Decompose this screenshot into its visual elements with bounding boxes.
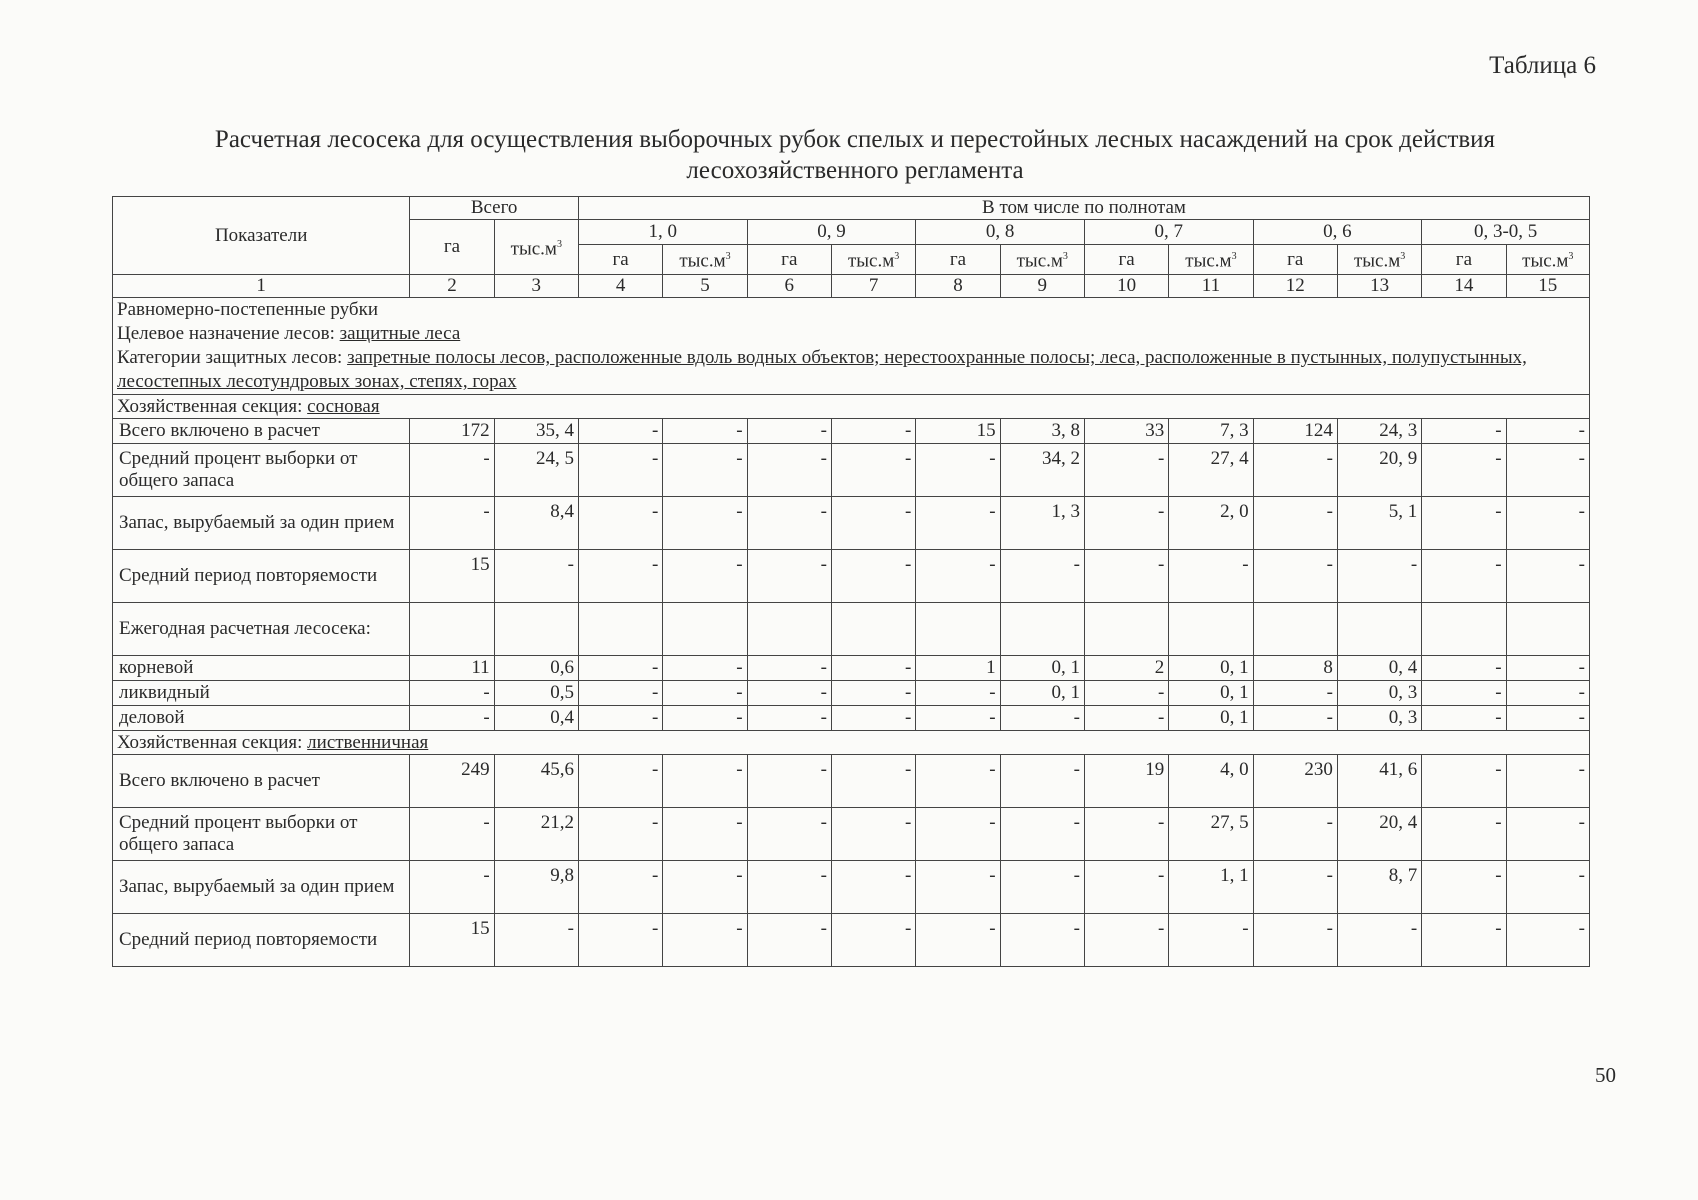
table-cell: - [578, 861, 662, 914]
header-by-density: В том числе по полнотам [578, 197, 1589, 220]
table-row [113, 603, 1590, 656]
table-cell: 7, 3 [1169, 419, 1253, 444]
table-cell: - [831, 808, 915, 861]
table-number-label: Таблица 6 [1489, 52, 1596, 79]
table-cell: - [831, 550, 915, 603]
table-cell [916, 603, 1000, 656]
table-cell: - [1000, 808, 1084, 861]
table-cell: - [747, 808, 831, 861]
table-cell: 11 [410, 656, 494, 681]
table-cell: - [916, 706, 1000, 731]
table-cell: - [578, 681, 662, 706]
table-cell: 0, 3 [1337, 706, 1421, 731]
table-cell: - [578, 755, 662, 808]
table-cell: 0, 1 [1000, 681, 1084, 706]
table-cell: - [1506, 808, 1589, 861]
table-cell: 0, 1 [1169, 681, 1253, 706]
row-label: деловой [113, 706, 410, 731]
table-cell: - [831, 444, 915, 497]
table-cell: - [663, 656, 747, 681]
table-cell: - [1253, 497, 1337, 550]
table-cell [747, 603, 831, 656]
header-density: 0, 6 [1253, 220, 1422, 245]
table-cell: 9,8 [494, 861, 578, 914]
table-cell: 35, 4 [494, 419, 578, 444]
row-label: Ежегодная расчетная лесосека: [113, 603, 410, 656]
column-number: 8 [916, 275, 1000, 298]
table-cell: - [494, 914, 578, 967]
header-unit-ha: га [1084, 245, 1168, 275]
table-cell: - [1253, 808, 1337, 861]
table-cell: - [1422, 808, 1506, 861]
table-cell: - [916, 550, 1000, 603]
header-unit-m3: $тыс.м^3$ [831, 245, 915, 275]
table-cell: - [1506, 681, 1589, 706]
table-cell: - [663, 706, 747, 731]
table-cell: - [1084, 444, 1168, 497]
table-cell: 34, 2 [1000, 444, 1084, 497]
header-unit-ha: га [916, 245, 1000, 275]
column-number: 1 [113, 275, 410, 298]
table-cell: - [663, 681, 747, 706]
table-cell: - [1422, 444, 1506, 497]
forest-purpose: Целевое назначение лесов: защитные леса [117, 323, 461, 344]
table-cell: 27, 5 [1169, 808, 1253, 861]
table-cell: 1, 1 [1169, 861, 1253, 914]
table-cell: - [1084, 808, 1168, 861]
table-cell [1169, 603, 1253, 656]
table-cell: 5, 1 [1337, 497, 1421, 550]
table-cell: - [831, 497, 915, 550]
table-cell: - [1506, 914, 1589, 967]
column-number-row [113, 275, 1590, 298]
row-label: Средний период повторяемости [113, 914, 410, 967]
header-density: 0, 8 [916, 220, 1085, 245]
column-number: 14 [1422, 275, 1506, 298]
table-cell: 0, 1 [1169, 706, 1253, 731]
table-cell: - [1506, 444, 1589, 497]
column-number: 11 [1169, 275, 1253, 298]
table-cell: - [1506, 419, 1589, 444]
table-cell: - [410, 706, 494, 731]
table-cell [494, 603, 578, 656]
table-cell: - [1422, 419, 1506, 444]
row-label: Всего включено в расчет [113, 419, 410, 444]
table-cell: 21,2 [494, 808, 578, 861]
table-cell: 0, 3 [1337, 681, 1421, 706]
column-number: 12 [1253, 275, 1337, 298]
table-cell: 0,4 [494, 706, 578, 731]
table-cell: 33 [1084, 419, 1168, 444]
table-cell: - [747, 444, 831, 497]
table-cell: - [663, 497, 747, 550]
column-number: 2 [410, 275, 494, 298]
row-label: Средний период повторяемости [113, 550, 410, 603]
table-cell: 0,5 [494, 681, 578, 706]
column-number: 5 [663, 275, 747, 298]
table-cell: 8 [1253, 656, 1337, 681]
table-cell [1422, 603, 1506, 656]
table-cell: 15 [410, 550, 494, 603]
table-cell [1253, 603, 1337, 656]
table-cell: 15 [410, 914, 494, 967]
header-total-m3: $тыс.м^3$ [494, 220, 578, 275]
table-cell: - [494, 550, 578, 603]
table-cell: - [747, 550, 831, 603]
table-cell: - [1084, 861, 1168, 914]
section-header: Хозяйственная секция: лиственничная [113, 731, 1590, 755]
column-number: 6 [747, 275, 831, 298]
table-cell: - [410, 681, 494, 706]
table-cell: - [916, 444, 1000, 497]
row-label: Средний процент выборки от общего запаса [113, 444, 410, 497]
table-cell: 24, 3 [1337, 419, 1421, 444]
table-cell: - [1169, 550, 1253, 603]
table-cell: - [916, 755, 1000, 808]
table-cell: - [747, 755, 831, 808]
table-cell: 19 [1084, 755, 1168, 808]
table-cell: - [663, 550, 747, 603]
table-cell: 230 [1253, 755, 1337, 808]
table-cell: - [578, 550, 662, 603]
table-row [113, 656, 1590, 681]
table-body [113, 298, 1590, 967]
cutting-area-table [112, 196, 1590, 967]
table-row [113, 808, 1590, 861]
table-cell: 0, 4 [1337, 656, 1421, 681]
table-cell: 249 [410, 755, 494, 808]
table-cell: - [663, 808, 747, 861]
column-number: 7 [831, 275, 915, 298]
page-number: 50 [1595, 1063, 1616, 1087]
header-unit-m3: $тыс.м^3$ [1000, 245, 1084, 275]
table-cell: 4, 0 [1169, 755, 1253, 808]
table-cell: - [1084, 914, 1168, 967]
table-cell: - [663, 444, 747, 497]
table-cell: - [410, 497, 494, 550]
table-cell: - [916, 681, 1000, 706]
table-cell: - [1422, 497, 1506, 550]
table-cell: - [1506, 706, 1589, 731]
table-cell: 0, 1 [1169, 656, 1253, 681]
table-cell: 1, 3 [1000, 497, 1084, 550]
table-cell: - [747, 681, 831, 706]
table-cell: - [831, 706, 915, 731]
table-cell: 3, 8 [1000, 419, 1084, 444]
header-unit-m3: $тыс.м^3$ [1337, 245, 1421, 275]
table-cell [1506, 603, 1589, 656]
intro-block [113, 298, 1590, 395]
table-cell: - [831, 914, 915, 967]
table-cell: - [578, 808, 662, 861]
intro-cell [113, 298, 1590, 395]
table-cell: - [663, 861, 747, 914]
table-cell: - [831, 861, 915, 914]
header-unit-m3: $тыс.м^3$ [663, 245, 747, 275]
table-cell: - [831, 755, 915, 808]
row-label: ликвидный [113, 681, 410, 706]
table-cell: - [1000, 861, 1084, 914]
table-cell: - [1422, 914, 1506, 967]
table-cell: - [578, 419, 662, 444]
document-title: Расчетная лесосека для осуществления выборочных рубок спелых и перестойных лесных насаждений на срок действия лесохозяйственного регламента [214, 126, 1496, 184]
table-cell: - [410, 444, 494, 497]
table-cell [663, 603, 747, 656]
table-cell: 172 [410, 419, 494, 444]
table-row [113, 755, 1590, 808]
table-cell: 45,6 [494, 755, 578, 808]
table-cell: - [1253, 706, 1337, 731]
row-label: Запас, вырубаемый за один прием [113, 861, 410, 914]
table-row [113, 681, 1590, 706]
table-cell: - [916, 808, 1000, 861]
row-label: корневой [113, 656, 410, 681]
table-cell: - [1422, 861, 1506, 914]
table-cell: - [1253, 444, 1337, 497]
table-cell [1000, 603, 1084, 656]
table-cell [1337, 603, 1421, 656]
table-cell: 0, 1 [1000, 656, 1084, 681]
table-cell: - [1253, 861, 1337, 914]
header-density: 0, 7 [1084, 220, 1253, 245]
table-row [113, 550, 1590, 603]
table-cell: 20, 4 [1337, 808, 1421, 861]
table-cell: 2 [1084, 656, 1168, 681]
table-cell: - [1337, 914, 1421, 967]
table-cell: 8,4 [494, 497, 578, 550]
table-cell: - [1253, 550, 1337, 603]
section-header-row [113, 395, 1590, 419]
table-cell: - [747, 656, 831, 681]
header-unit-ha: га [578, 245, 662, 275]
table-cell: - [831, 656, 915, 681]
table-cell: - [578, 497, 662, 550]
header-total-ha: га [410, 220, 494, 275]
header-unit-m3: $тыс.м^3$ [1169, 245, 1253, 275]
table-cell: - [578, 656, 662, 681]
section-header: Хозяйственная секция: сосновая [113, 395, 1590, 419]
table-cell: - [663, 419, 747, 444]
table-cell: - [410, 861, 494, 914]
table-cell: 1 [916, 656, 1000, 681]
table-cell: - [916, 861, 1000, 914]
table-cell [410, 603, 494, 656]
table-cell: - [831, 419, 915, 444]
table-cell: - [916, 914, 1000, 967]
table-cell: - [1422, 656, 1506, 681]
column-number: 10 [1084, 275, 1168, 298]
table-cell: - [1084, 706, 1168, 731]
table-cell: - [1084, 497, 1168, 550]
table-cell: - [747, 706, 831, 731]
table-cell: - [1506, 755, 1589, 808]
header-unit-ha: га [1422, 245, 1506, 275]
table-cell: - [1506, 550, 1589, 603]
table-row [113, 914, 1590, 967]
table-cell: - [1084, 681, 1168, 706]
table-cell: 0,6 [494, 656, 578, 681]
table-cell: 27, 4 [1169, 444, 1253, 497]
row-label: Запас, вырубаемый за один прием [113, 497, 410, 550]
table-cell: 8, 7 [1337, 861, 1421, 914]
table-cell: - [747, 497, 831, 550]
table-cell: 24, 5 [494, 444, 578, 497]
header-unit-m3: $тыс.м^3$ [1506, 245, 1589, 275]
table-cell: - [1253, 681, 1337, 706]
header-density: 0, 3-0, 5 [1422, 220, 1590, 245]
table-cell: 20, 9 [1337, 444, 1421, 497]
table-row [113, 444, 1590, 497]
table-cell [578, 603, 662, 656]
table-cell: - [1422, 706, 1506, 731]
table-cell: - [1169, 914, 1253, 967]
column-number: 13 [1337, 275, 1421, 298]
table-cell: - [1506, 656, 1589, 681]
table-cell: - [1422, 681, 1506, 706]
table-cell: - [831, 681, 915, 706]
table-row [113, 861, 1590, 914]
table-cell: - [578, 444, 662, 497]
header-indicators: Показатели [113, 197, 410, 275]
table-row [113, 419, 1590, 444]
header-density: 0, 9 [747, 220, 916, 245]
column-number: 15 [1506, 275, 1589, 298]
table-cell: - [1422, 550, 1506, 603]
table-cell: - [1000, 755, 1084, 808]
header-total: Всего [410, 197, 579, 220]
table-cell: 2, 0 [1169, 497, 1253, 550]
column-number: 9 [1000, 275, 1084, 298]
table-cell: - [1506, 861, 1589, 914]
cutting-type: Равномерно-постепенные рубки [117, 299, 378, 320]
header-unit-ha: га [747, 245, 831, 275]
table-cell: - [1000, 914, 1084, 967]
table-cell: - [1422, 755, 1506, 808]
table-row [113, 497, 1590, 550]
table-cell: - [1084, 550, 1168, 603]
protective-forest-category: Категории защитных лесов: запретные полосы лесов, расположенные вдоль водных объектов; нерестоохранные полосы; леса, расположенные в пустынных, полупустынных, лесостепных лесотундровых зонах, степях, горах [117, 347, 1527, 392]
table-cell [1084, 603, 1168, 656]
table-cell: 15 [916, 419, 1000, 444]
table-cell: - [578, 914, 662, 967]
table-cell: 41, 6 [1337, 755, 1421, 808]
table-cell: - [747, 419, 831, 444]
table-cell: - [747, 914, 831, 967]
table-cell: - [916, 497, 1000, 550]
table-cell: - [663, 755, 747, 808]
table-cell: - [1253, 914, 1337, 967]
section-header-row [113, 731, 1590, 755]
column-number: 4 [578, 275, 662, 298]
table-cell: - [1000, 706, 1084, 731]
table-cell: - [747, 861, 831, 914]
table-cell: - [1000, 550, 1084, 603]
column-number: 3 [494, 275, 578, 298]
row-label: Всего включено в расчет [113, 755, 410, 808]
table-cell: - [663, 914, 747, 967]
table-cell: - [410, 808, 494, 861]
table-row [113, 706, 1590, 731]
row-label: Средний процент выборки от общего запаса [113, 808, 410, 861]
table-cell [831, 603, 915, 656]
table-cell: - [1337, 550, 1421, 603]
table-cell: 124 [1253, 419, 1337, 444]
header-unit-ha: га [1253, 245, 1337, 275]
table-header [113, 197, 1590, 298]
header-density: 1, 0 [578, 220, 747, 245]
table-cell: - [578, 706, 662, 731]
table-cell: - [1506, 497, 1589, 550]
